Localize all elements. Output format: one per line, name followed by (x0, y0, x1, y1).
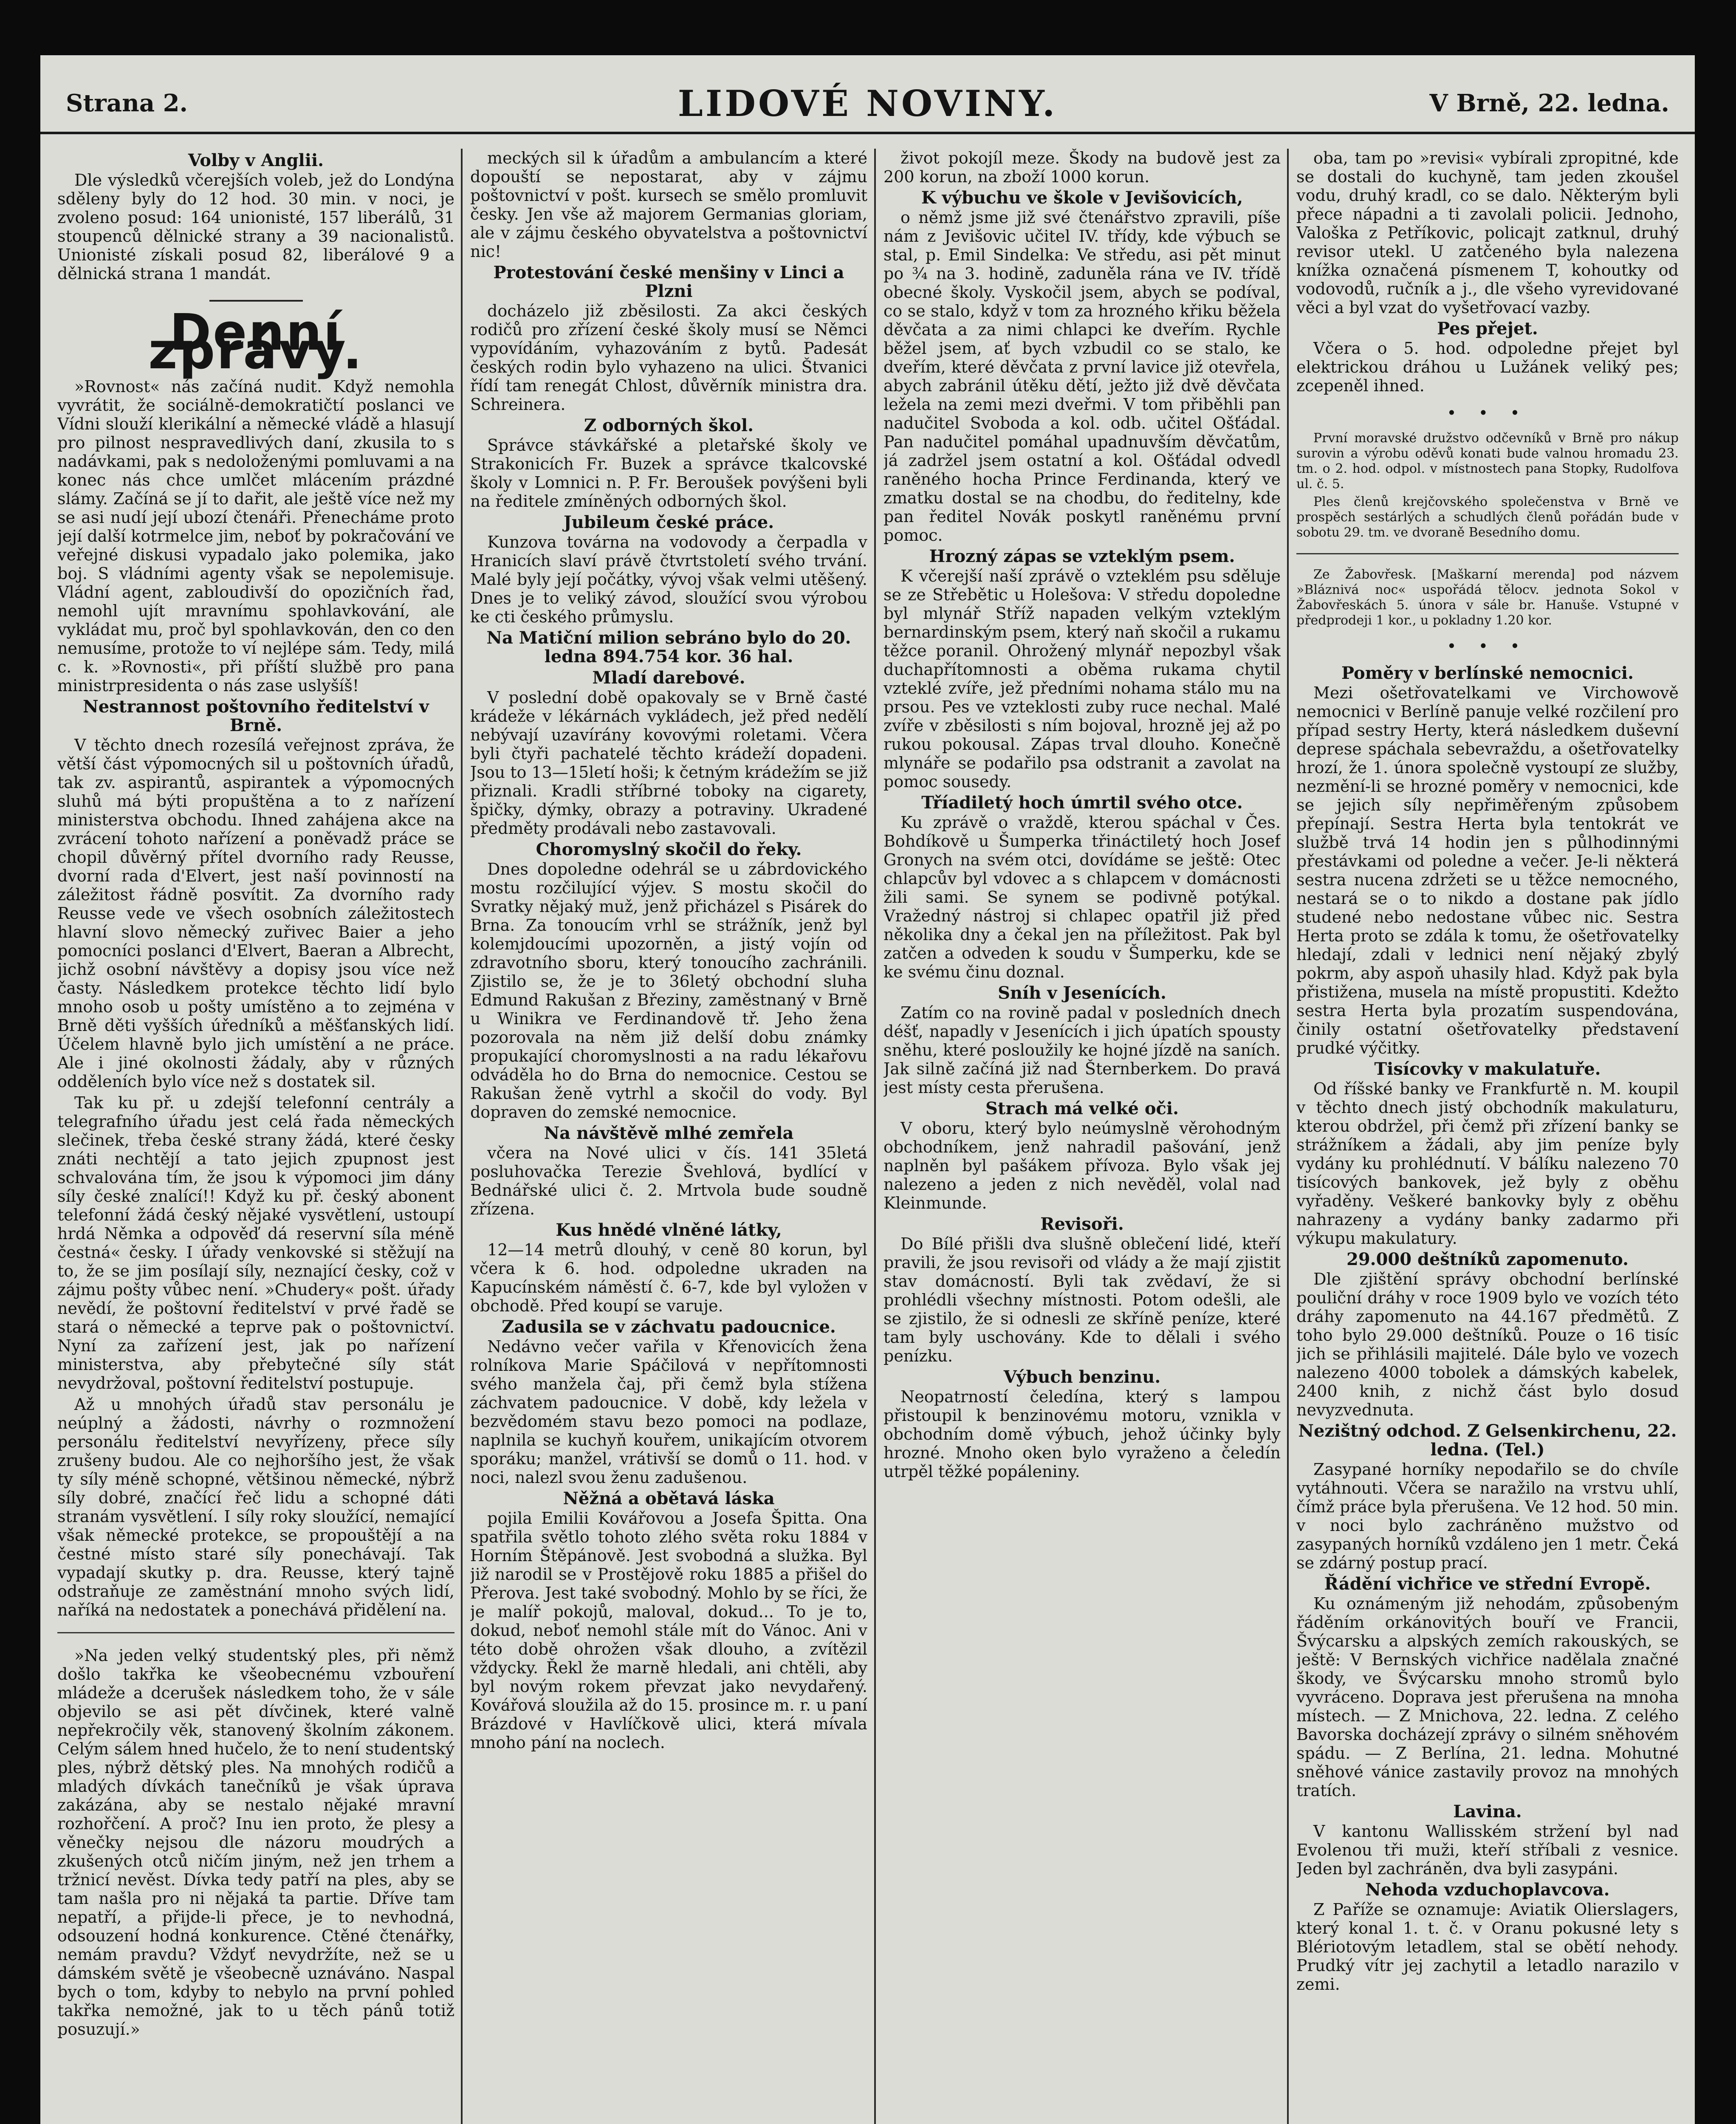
divider (1296, 553, 1679, 554)
article-heading: Tříadiletý hoch úmrtil svého otce. (921, 793, 1243, 813)
article-heading: Poměry v berlínské nemocnici. (1341, 663, 1634, 683)
article-heading: Volby v Anglii. (188, 150, 324, 170)
article-heading: Choromyslný skočil do řeky. (536, 839, 802, 859)
article-paragraph: Dle výsledků včerejších voleb, jež do Londýna sděleny byly do 12 hod. 30 min. v noci, je zvoleno posud: 164 unionisté, 157 liberálů, 31 stoupenců dělnické strany a 39 nacionalistů. Unionisté získali posud 82, liberálové 9 a dělnická strana 1 mandát. (57, 171, 454, 283)
article-paragraph: Kunzova továrna na vodovody a čerpadla v Hranicích slaví právě čtvrtstoletí svého trvání. Malé byly její počátky, vývoj však velmi utěšený. Dnes je to veliký závod, sloužící svou výrobou ke cti českého průmyslu. (470, 533, 867, 626)
column-2 (470, 149, 867, 2124)
ornament-dots: • • • (1447, 637, 1528, 655)
article-paragraph: Správce stávkářské a pletařské školy ve Strakonicích Fr. Buzek a správce tkalcovské školy v Lomnici n. P. Fr. Beroušek povýšeni byli na ředitele zmíněných odborných škol. (470, 436, 867, 511)
section-title: Denní zprávy. (148, 303, 364, 380)
article-paragraph: 12—14 metrů dlouhý, v ceně 80 korun, byl včera k 6. hod. odpoledne ukraden na Kapucínském náměstí č. 6-7, kde byl vyložen v obchodě. Před koupí se varuje. (470, 1240, 867, 1315)
article-paragraph: o němž jsme již své čtenářstvo zpravili, píše nám z Jevišovic učitel IV. třídy, kde výbuch se stal, p. Emil Sindelka: Ve středu, asi pět minut po ¾ na 3. hodině, zaduněla rána ve IV. třídě obecné školy. Vyskočil jsem, abych se podíval, co se stalo, když v tom za hrozného křiku běžela děvčata a za nimi chlapci ke dveřím. Rychle běžel jsem, ať bych vzbudil co se stalo, ke dveřím, které děvčata z první lavice již otevřela, abych zabránil útěku dětí, ježto již dvě děvčata ležela na zemi mezi dveřmi. V tom přiběhli pan nadučitel Svoboda a kol. odb. učitel Ošťádal. Pan nadučitel pomáhal upadnuvším děvčatům, já zadržel jsem ostatní a kol. Ošťádal odvedl raněného hocha Prince Ferdinanda, který ve zmatku dostal se na chodbu, do ředitelny, kde pan ředitel Novák poskytl raněnému první pomoc. (884, 208, 1281, 545)
article-paragraph: oba, tam po »revisi« vybírali zpropitné, kde se dostali do kuchyně, tam jeden zkoušel vodu, druhý kradl, co se dalo. Některým byli přece nápadni a ti zavolali policii. Jednoho, Valoška z Petříkovic, policajt zatknul, druhý revisor utekl. U zatčeného byla nalezena knížka označená písmenem T, kohoutky od vodovodů, ručník a j., dle všeho vyrevidované věci a byl vzat do vyšetřovací vazby. (1296, 149, 1679, 317)
article-paragraph: Tak ku př. u zdejší telefonní centrály a telegrafního úřadu jest celá řada německých slečinek, třeba české strany žádá, které česky znáti nechtějí a tato jejich zpupnost jest schvalována tím, že jsou k výpomoci jim dány síly české znalící!! Když ku př. český abonent telefonní žádá český nějaké vysvětlení, ustoupí hrdá Němka a odpověď dá reservní síla méně čestná« česky. I úřady venkovské si stěžují na to, že se jim posílají síly, neznající česky, což v zájmu pošty vůbec není. »Chudery« pošt. úřady nevědí, že poštovní ředitelství v prvé řadě se stará o německé a teprve pak o poštovnictví. Nyní za zařízení jest, jak po nařízení ministerstva, aby přebytečné síly stát nevydržoval, poštovní ředitelství postupuje. (57, 1093, 454, 1392)
article-heading: Lavina. (1453, 1802, 1522, 1822)
article-paragraph: K včerejší naší zprávě o vzteklém psu sděluje se ze Střebětic u Holešova: V středu dopoledne byl mlynář Stříž napaden velkým vzteklým bernardinským psem, který naň skočil a rukamu těžce poranil. Ohrožený mlynář nepozbyl však duchapřítomnosti a oběma rukama chytil vzteklé zvíře, jež předními nohama stálo mu na prsou. Pes ve vzteklosti zuby ruce nechal. Malé zvíře v zběsilosti s ním bojoval, hrozně jej až po rukou pokousal. Zápas trval dlouho. Konečně mlynáře se podařilo psa odstranit a zavolat na pomoc sousedy. (884, 567, 1281, 791)
article-heading: Protestování české menšiny v Linci a Plzni (493, 263, 844, 301)
article-paragraph: včera na Nové ulici v čís. 141 35letá posluhovačka Terezie Švehlová, bydlící v Bednářské ulici č. 2. Mrtvola bude soudně zřízena. (470, 1144, 867, 1218)
article-paragraph: život pokojíl meze. Škody na budově jest za 200 korun, na zboží 1000 korun. (884, 149, 1281, 186)
article-heading: Hrozný zápas se vzteklým psem. (929, 546, 1235, 566)
column-rule (874, 149, 876, 2124)
article-heading: Zadusila se v záchvatu padoucnice. (502, 1317, 836, 1337)
article-heading: K výbuchu ve škole v Jevišovicích, (921, 188, 1243, 208)
article-paragraph: Z Paříže se oznamuje: Aviatik Olierslagers, který konal 1. t. č. v Oranu pokusné lety s Blériotovým letadlem, stal se obětí nehody. Prudký vítr jej zachytil a letadlo narazilo v zemi. (1296, 1900, 1679, 1994)
article-heading: Strach má velké oči. (985, 1099, 1179, 1118)
column-rule (461, 149, 463, 2124)
article-heading: Z odborných škol. (584, 415, 754, 435)
article-heading: Nezištný odchod. Z Gelsenkirchenu, 22. ledna. (Tel.) (1298, 1421, 1677, 1460)
article-paragraph: Dle zjištění správy obchodní berlínské pouliční dráhy v roce 1909 bylo ve vozích této dráhy zapomenuto na 44.167 předmětů. Z toho bylo 29.000 deštníků. Pouze o 16 tisíc jich se přihlásili majitelé. Dále bylo ve vozech nalezeno 4000 tobolek a dámských kabelek, 2400 knih, z nichž část bylo dosud nevyzvednuta. (1296, 1270, 1679, 1419)
article-paragraph: Nedávno večer vařila v Křenovicích žena rolníkova Marie Spáčilová v nepřítomnosti svého manžela čaj, při čemž byla stížena záchvatem padoucnice. V době, kdy ležela v bezvědomém stavu bezo pomoci na podlaze, naplnila se kuchyň kouřem, unikajícím otvorem sporáku; manžel, vrátivší se domů o 11. hod. v noci, nalezl svou ženu zadušenou. (470, 1337, 867, 1487)
divider (209, 300, 303, 302)
article-heading: Jubileum české práce. (563, 512, 774, 532)
article-paragraph: V kantonu Wallisském stržení byl nad Evolenou tři muži, kteří stříbali z vesnice. Jeden byl zachráněn, dva byli zasypáni. (1296, 1822, 1679, 1878)
notice-paragraph: Ze Žabovřesk. [Maškarní merenda] pod názvem »Bláznivá noc« uspořádá tělocv. jednota Sokol v Žabovřeskách 5. února v sále br. Hanuše. Vstupné v předprodeji 1 kor., u pokladny 1.20 kor. (1296, 567, 1679, 628)
article-paragraph: docházelo již zběsilosti. Za akci českých rodičů pro zřízení české školy musí se Němci vypovídáním, vyhazováním z bytů. Padesát českých rodin bylo vyhazeno na ulici. Štvanici řídí tam renegát Chlost, důvěrník ministra dra. Schreinera. (470, 302, 867, 414)
newspaper-title: LIDOVÉ NOVINY. (677, 82, 1058, 124)
article-heading: Nehoda vzduchoplavcova. (1365, 1880, 1610, 1900)
article-paragraph: Od říšské banky ve Frankfurtě n. M. koupil v těchto dnech jistý obchodník makulaturu, kterou obdržel, při čemž při zřízení banky se strážníkem a žádali, aby jim peníze byly vydány ku prohlédnutí. V bálíku nalezeno 70 tisícových bankovek, jež byly z oběhu vyřaděny. Veškeré bankovky byly z oběhu nahrazeny a vydány banky zadarmo při výkupu makulatury. (1296, 1079, 1679, 1248)
column-4 (1296, 149, 1679, 2124)
article-paragraph: Včera o 5. hod. odpoledne přejet byl elektrickou dráhou u Lužánek veliký pes; zcepeněl ihned. (1296, 339, 1679, 395)
article-paragraph: Dnes dopoledne odehrál se u zábrdovického mostu rozčilující výjev. S mostu skočil do Svratky nějaký muž, jenž přicházel s Pisárek do Brna. Za tonoucím vrhl se strážník, jenž byl kolemjdoucími upozorněn, a jistý vojín od zdravotního sboru, který tonoucího zachránili. Zjistilo se, že je to 36letý obchodní sluha Edmund Rakušan z Březiny, zaměstnaný v Brně u Winikra ve Ferdinandově tř. Jeho žena pozorovala na něm již delší dobu známky propukající choromyslnosti a na radu lékařovu odváděla ho do Brna do nemocnice. Cestou se Rakušan ženě vytrhl a skočil do vody. Byl dopraven do zemské nemocnice. (470, 860, 867, 1121)
page-number: Strana 2. (66, 89, 188, 117)
article-heading: Mladí darebové. (592, 668, 745, 688)
article-heading: Tisícovky v makulatuře. (1374, 1059, 1601, 1079)
article-heading: Pes přejet. (1437, 319, 1538, 339)
article-paragraph: Do Bílé přišli dva slušně oblečení lidé, kteří pravili, že jsou revisoři od vlády a že mají zjistit stav domácností. Byli tak zvědaví, že si prohlédli všechny místnosti. Potom odešli, ale se zjistilo, že si odnesli ze skříně peníze, které tam byly uschovány. Kde to dělali i svého penízku. (884, 1234, 1281, 1365)
article-heading: Řádění vichřice ve střední Evropě. (1324, 1574, 1651, 1594)
article-paragraph: meckých sil k úřadům a ambulancím a které dopouští se nepostarat, aby v zájmu poštovnictví v pošt. kursech se smělo promluvit česky. Jen vše až majorem Germanias gloriam, ale v zájmu českého obyvatelstva a poštovnictví nic! (470, 149, 867, 261)
article-heading: 29.000 deštníků zapomenuto. (1346, 1249, 1629, 1269)
notice-paragraph: Ples členů krejčovského společenstva v Brně ve prospěch sestárlých a schudlých členů pořádán bude v sobotu 29. tm. ve dvoraně Besedního domu. (1296, 494, 1679, 540)
ornament-dots: • • • (1447, 404, 1528, 422)
article-heading: Nestrannost poštovního ředitelství v Brně. (83, 697, 429, 735)
article-paragraph: Ku oznámeným již nehodám, způsobeným řáděním orkánovitých bouří ve Francii, Švýcarsku a alpských zemích rakouských, se ještě: V Bernských vichřice nadělala značné škody, ve Švýcarsku mnoho stromů bylo vyvráceno. Doprava jest přerušena na mnoha místech. — Z Mnichova, 22. ledna. Z celého Bavorska docházejí zprávy o silném sněhovém spádu. — Z Berlína, 21. ledna. Mohutné sněhové vánice zastavily provoz na mnohých tratích. (1296, 1594, 1679, 1800)
article-paragraph: V těchto dnech rozesílá veřejnost zpráva, že větší část výpomocných sil u poštovních úřadů, tak zv. aspirantů, aspirantek a výpomocných sluhů má býti propuštěna a to z nařízení ministerstva obchodu. Ihned zahájena akce na zvrácení tohoto nařízení a poněvadž práce se chopil důvěrný přítel dvorního rady Reusse, dvorní rada d'Elvert, jest naší povinností na záležitost řádně posvítit. Za dvorního rady Reusse vede ve všech osobních záležitostech hlavní slovo německý zuřivec Baier a jeho pomocníci poslanci d'Elvert, Baeran a Albrecht, jichž osobní návštěvy a dopisy jsou více než časty. Následkem protekce těchto lidí bylo mnoho osob u pošty umístěno a to zejména v Brně děti vyšších úředníků a měšťanských lidí. Účelem hlavně bylo jich umístění a ne práce. Ale i jiné okolnosti žádaly, aby v různých odděleních bylo více než s dostatek sil. (57, 736, 454, 1091)
article-paragraph: V poslední době opakovaly se v Brně časté krádeže v lékárnách vykládech, jež před nedělí nebývají uzavírány kovovými roletami. Včera byli čtyři pachatelé těchto krádeží dopadeni. Jsou to 13—15letí hoši; k četným krádežím se již přiznali. Kradli stříbrné toboky na cigarety, špičky, dýmky, obrazy a potraviny. Ukradené předměty prodávali nebo zastavovali. (470, 688, 867, 838)
article-heading: Revisoři. (1040, 1214, 1124, 1234)
article-heading: Kus hnědé vlněné látky, (556, 1220, 782, 1240)
article-paragraph: V oboru, který bylo neúmyslně věrohodným obchodníkem, jenž nahradil pašování, jenž naplněn byl pašákem přívoza. Bylo však jej nalezeno a jeden z nich nevěděl, volal nad Kleinmunde. (884, 1119, 1281, 1212)
dateline: V Brně, 22. ledna. (1429, 89, 1669, 117)
article-heading: Sníh v Jesenících. (998, 983, 1166, 1003)
masthead (40, 81, 1695, 134)
article-paragraph: »Rovnost« nás začíná nudit. Když nemohla vyvrátit, že sociálně-demokratičtí poslanci ve Vídni slouží klerikální a německé vládě a hlasují pro pilnost nespravedlivých daní, zkusila to s nadávkami, pak s nedoloženými pomluvami a na konec nás chce umlčet mlácením prázdné slámy. Začíná se jí to dařit, ale ještě více než my se asi nudí její ubozí čtenáři. Přenecháme proto její další kotrmelce jim, neboť by pokračování ve veřejné diskusi vypadalo jako polemika, jako boj. S vládními agenty však se nepolemisuje. Vládní agent, zabloudivší do opozičních řad, nemohl ujít mravnímu spohlavkování, ale vykládat mu, proč byl spohlavkován, den co den nemusíme, protože to ví nejlépe sám. Tedy, milá c. k. »Rovnosti«, při příští službě pro pana ministrpresidenta o nás zase uslyšíš! (57, 377, 454, 695)
article-paragraph: Zasypané horníky nepodařilo se do chvíle vytáhnouti. Včera se naražilo na vrstvu uhlí, čímž práce byla přerušena. Ve 12 hod. 50 min. v noci bylo zachráněno mužstvo od zasypaných horníků vzdáleno jen 1 metr. Čeká se zdárný postup prací. (1296, 1460, 1679, 1572)
article-heading: Něžná a obětavá láska (563, 1488, 775, 1508)
column-rule (1287, 149, 1289, 2124)
article-paragraph: Až u mnohých úřadů stav personálu je neúplný a žádosti, návrhy o rozmnožení personálu ředitelství nevyřízeny, přece síly zrušeny budou. Ale co nejhoršího jest, že však ty síly méně schopné, většinou německé, nýbrž síly dobré, značící řeč lidu a schopné dáti stranám vysvětlení. I síly roky sloužící, nemající však německé protekce, se propouštějí a na čestné místo staré síly ponechávají. Tak vypadají skutky p. dra. Reusse, který tajně odstraňuje ze zaměstnání mnoho svých lidí, naříká na nedostatek a ponechává přidělení na. (57, 1395, 454, 1619)
newspaper-page (40, 55, 1695, 2124)
notice-paragraph: První moravské družstvo odčevníků v Brně pro nákup surovin a výrobu oděvů konati bude valnou hromadu 23. tm. o 2. hod. odpol. v místnostech pana Stopky, Rudolfova ul. č. 5. (1296, 431, 1679, 491)
article-paragraph: pojila Emilii Kovářovou a Josefa Špitta. Ona spatřila světlo tohoto zlého světa roku 1884 v Horním Štěpánově. Jest svobodná a služka. Byl již narodil se v Prostějově roku 1885 a přišel do Přerova. Jest také svobodný. Mohlo by se říci, že je malíř pokojů, maloval, dokud... To je to, dokud, neboť nemohl stále mít do Vánoc. Ani v této době ohrožen však dlouho, a zvítězil vždycky. Řekl že marně hledali, ani chtěli, aby byl novým rokem převzat jako nevydařený. Kovářová sloužila až do 15. prosince m. r. u paní Brázdové v Havlíčkově ulici, která mívala mnoho pání na noclech. (470, 1509, 867, 1752)
article-heading: Na návštěvě mlhé zemřela (544, 1123, 794, 1143)
article-heading: Na Matiční milion sebráno bylo do 20. ledna 894.754 kor. 36 hal. (486, 628, 851, 667)
article-paragraph: Neopatrností čeledína, který s lampou přistoupil k benzinovému motoru, vznikla v obchodním domě výbuch, jehož účinky byly hrozné. Mnoho oken bylo vyraženo a čeledín utrpěl těžké popáleniny. (884, 1387, 1281, 1481)
column-1 (57, 149, 454, 2124)
article-paragraph: Ku zprávě o vraždě, kterou spáchal v Čes. Bohdíkově u Šumperka třináctiletý hoch Josef Gronych na svém otci, dovídáme se ještě: Otec chlapcův byl vdovec a s chlapcem v domácnosti žili sami. Se synem se podivně potýkal. Vražedný nástroj si chlapec opatřil již před několika dny a čekal jen na příležitost. Pak byl zatčen a odveden k soudu v Šumperku, kde se ke svému činu doznal. (884, 813, 1281, 981)
article-paragraph: Mezi ošetřovatelkami ve Virchowově nemocnici v Berlíně panuje velké rozčilení pro případ sestry Herty, která následkem duševní deprese spáchala sebevraždu, a ošetřovatelky hrozí, že 1. února společně vystoupí ze služby, nezmění-li se hrozné poměry v nemocnici, kde se jejich síly nepřiměřeným způsobem přepínají. Sestra Herta byla tentokrát ve službě trvá 14 hodin jen s půlhodinnými přestávkami od poledne a večer. Je-li některá sestra nucena zdržeti se u těžce nemocného, nestará se o to nikdo a dostane pak jídlo studené nebo nedostane vůbec nic. Sestra Herta proto se zdála k tomu, že ošetřovatelky hledají, zdali v lednici není nějaký zbylý pokrm, aby aspoň uhasily hlad. Když pak byla přistižena, musela na místě propustiti. Kdežto sestra Herta byla prozatím suspendována, činily ostatní ošetřovatelky představení prudké výčitky. (1296, 684, 1679, 1057)
divider (57, 1632, 454, 1633)
article-heading: Výbuch benzinu. (1003, 1367, 1161, 1387)
column-3 (884, 149, 1281, 2124)
article-paragraph: Zatím co na rovině padal v posledních dnech déšť, napadly v Jesenících i jich úpatích spousty sněhu, které posloužily ke hojné jízdě na saních. Jak silně začíná již nad Šternberkem. Do pravá jest místy cesta přerušena. (884, 1003, 1281, 1097)
article-paragraph: »Na jeden velký studentský ples, při němž došlo takřka ke všeobecnému vzbouření mládeže a dcerušek následkem toho, že v sále objevilo se asi pět dívčinek, které valně nepřekročily věk, stanovený školním zákonem. Celým sálem hned hučelo, že to není studentský ples, nýbrž dětský ples. Na mnohých rodičů a mladých dívkách tanečníků je však úprava zakázána, aby se nestalo nějaké mravní rozhořčení. A proč? Inu ien proto, že plesy a věnečky nejsou dle názoru moudrých a zkušených otců ničím jiným, než jen trhem a tržnicí nevěst. Dívka tedy patří na ples, aby se tam našla pro ni nějaká ta partie. Dříve tam nepatří, a přijde-li přece, je to nevhodná, odsouzení hodná konkurence. Ctěné čtenářky, nemám pravdu? Vždyť nevydržíte, než se u dámském světě je všeobecně uznáváno. Naspal bych o tom, kdyby to nebylo na první pohled takřka nemožné, jak to u těch pánů totiž posuzují.» (57, 1646, 454, 2039)
